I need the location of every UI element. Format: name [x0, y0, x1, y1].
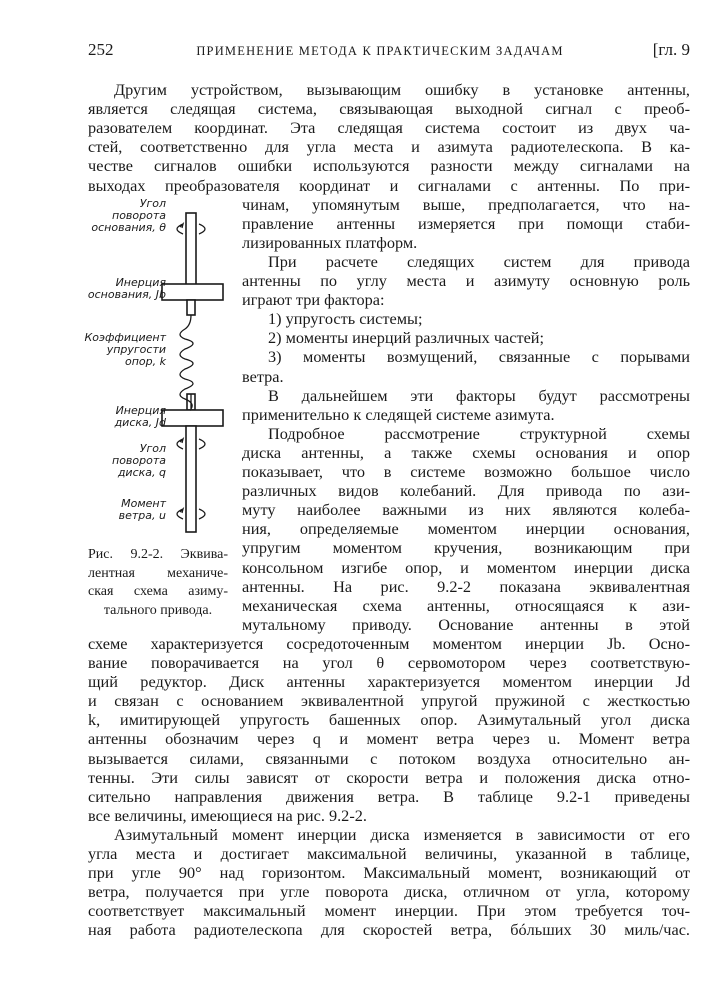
- text-line: антенны. На рис. 9.2-2 показана эквивалентная: [242, 576, 690, 596]
- figure-label: Коэффициент: [84, 331, 166, 344]
- text-line: 2) моменты инерций различных частей;: [268, 328, 545, 348]
- text-line: применительно к следящей системе азимута.: [242, 404, 555, 424]
- text-line: Азимутальный момент инерции диска изменяется в зависимости от его: [114, 824, 690, 844]
- text-line: диска антенны, а также схемы основания и опор: [242, 442, 690, 462]
- caption-line: ская схема азиму-: [88, 584, 228, 599]
- text-line: разователем координат. Эта следящая система состоит из двух ча-: [88, 118, 690, 138]
- text-line: вание поворачивается на угол θ сервомотором через соответствую-: [88, 653, 690, 672]
- text-line: ветра, получается при угле поворота диска, отличном от угла, которому: [88, 882, 690, 902]
- text-line: мутальному приводу. Основание антенны в этой: [242, 614, 690, 634]
- figure-label: поворота: [112, 454, 166, 467]
- text-line: В дальнейшем эти факторы будут рассмотрены: [268, 385, 690, 405]
- text-line: показывает, что в системе возможно большое число: [242, 462, 690, 481]
- figure-label: ветра, u: [118, 509, 166, 522]
- figure-mechanical-scheme: [0, 0, 260, 560]
- text-line: k, имитирующей упругость башенных опор. Азимутальный угол диска: [88, 710, 690, 730]
- text-line: тенны. Эти силы зависят от скорости ветра и положения диска отно-: [88, 767, 690, 787]
- text-line: 1) упругость системы;: [268, 309, 423, 329]
- text-line: механическая схема антенны, относящаяся к ази-: [242, 595, 690, 615]
- figure-label: Инерция: [115, 276, 166, 289]
- text-line: антенны по углу места и азимуту основную роль: [242, 271, 690, 290]
- text-line: является следящая система, связывающая выходной сигнал с преоб-: [88, 99, 690, 119]
- text-line: при угле 90° над горизонтом. Максимальный момент, возникающий от: [88, 863, 690, 883]
- text-line: и связан с основанием эквивалентной упругой пружиной с жесткостью: [88, 691, 690, 711]
- upper-shaft: [186, 213, 196, 285]
- text-line: чинам, упомянутым выше, предполагается, что на-: [242, 194, 690, 214]
- antenna-disk: [162, 410, 223, 426]
- text-line: честве сигналов ошибки используются разности между сигналами на: [88, 156, 690, 176]
- figure-label: диска, q: [117, 466, 166, 479]
- figure-label: Угол: [139, 442, 166, 455]
- figure-label: поворота: [112, 209, 166, 222]
- text-line: Другим устройством, вызывающим ошибку в установке антенны,: [114, 80, 690, 99]
- caption-line: лентная механиче-: [88, 565, 228, 581]
- text-line: правление антенны измеряется при помощи стаби-: [242, 213, 690, 233]
- text-line: стей, соответственно для угла места и азимута радиотелескопа. В ка-: [88, 137, 690, 157]
- chapter-marker: [гл. 9: [652, 40, 690, 59]
- text-line: различных видов колебаний. Для привода по ази-: [242, 481, 690, 501]
- page-number: 252: [88, 40, 114, 59]
- figure-label: основания, Jb: [87, 288, 166, 301]
- text-line: 3) моменты возмущений, связанные с порывами: [268, 347, 690, 367]
- text-line: вызывается силами, связанными с потоком воздуха относительно ан-: [88, 748, 690, 768]
- text-line: щий редуктор. Диск антенны характеризуется моментом инерции Jd: [88, 672, 690, 692]
- text-line: сительно направления движения ветра. В таблице 9.2-1 приведены: [88, 786, 690, 806]
- text-line: играют три фактора:: [242, 290, 385, 310]
- text-line: Подробное рассмотрение структурной схемы: [268, 423, 690, 443]
- text-line: лизированных платформ.: [242, 232, 418, 252]
- text-line: ная работа радиотелескопа для скоростей ветра, бóльших 30 миль/час.: [88, 920, 690, 940]
- text-line: консольном изгибе опор, и моментом инерции диска: [242, 557, 690, 577]
- text-line: антенны обозначим через q и момент ветра через u. Момент ветра: [88, 729, 690, 749]
- text-line: угла места и достигает максимальной величины, указанной в таблице,: [88, 844, 690, 863]
- text-line: соответствует максимальный момент инерции. При этом требуется точ-: [88, 901, 690, 921]
- figure-label: Инерция: [115, 404, 166, 417]
- caption-line: тального привода.: [103, 602, 213, 618]
- text-line: схеме характеризуется сосредоточенным моментом инерции Jb. Осно-: [88, 633, 690, 653]
- text-line: упругим моментом кручения, возникающим при: [242, 538, 690, 558]
- figure-label: диска, Jd: [114, 416, 166, 429]
- text-line: выходах преобразователя координат и сигналами с антенны. По при-: [88, 175, 690, 195]
- figure-label: Угол: [139, 197, 166, 210]
- figure-label: основания, θ: [91, 221, 166, 234]
- caption-line: Рис. 9.2-2. Эквива-: [88, 547, 228, 562]
- figure-label: Момент: [121, 497, 166, 510]
- text-line: ния, определяемые моментом инерции основания,: [242, 519, 690, 539]
- text-line: ветра.: [242, 366, 284, 386]
- base-disk: [162, 284, 223, 300]
- figure-label: опор, k: [125, 355, 166, 368]
- text-line: муту наиболее важными из них являются колеба-: [242, 500, 690, 520]
- base-collar: [187, 300, 195, 315]
- text-line: все величины, имеющиеся на рис. 9.2-2.: [88, 805, 367, 825]
- figure-label: упругости: [106, 343, 166, 356]
- running-header: ПРИМЕНЕНИЕ МЕТОДА К ПРАКТИЧЕСКИМ ЗАДАЧАМ: [196, 44, 564, 58]
- lower-shaft: [186, 426, 196, 532]
- text-line: При расчете следящих систем для привода: [268, 251, 690, 271]
